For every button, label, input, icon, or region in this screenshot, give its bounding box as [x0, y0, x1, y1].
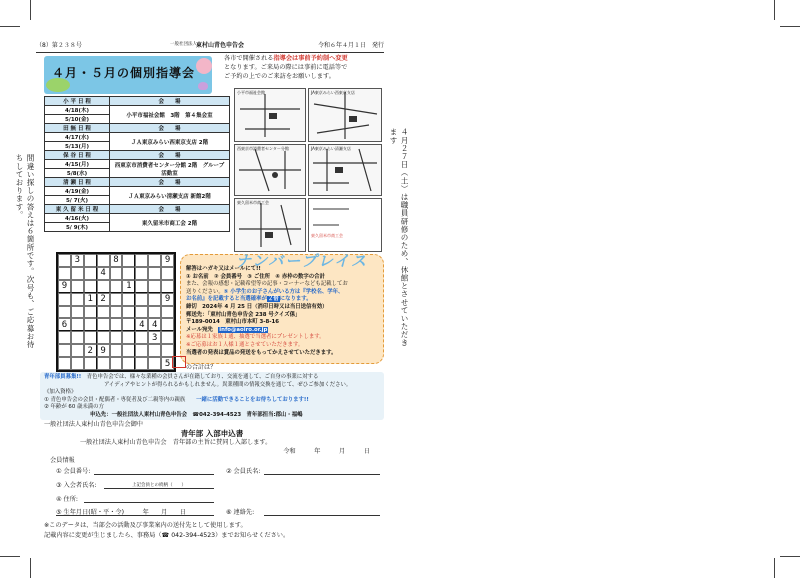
map-tanashi — [308, 88, 382, 142]
schedule-date: 4/17(水) — [45, 133, 110, 142]
sudoku-cell: 1 — [84, 293, 97, 306]
np-line3-highlight: ⑤ 小学生のお子さんがいる方は『学校名、学年、 — [223, 288, 344, 295]
org-type: 一般社団法人 — [170, 42, 197, 47]
sudoku-cell — [71, 331, 84, 344]
map-higashikurume — [234, 198, 306, 252]
youth-body1: 青色申告会では、様々な業種の会員さんが在籍しており、交流を通して、ご自身の事業に対する — [86, 374, 319, 380]
sudoku-cell — [71, 357, 84, 370]
schedule-date: 4/16(火) — [45, 214, 110, 223]
schedule-venue: 西東京市消費者センター分館 2階 グループ活動室 — [110, 160, 230, 178]
sudoku-cell — [161, 331, 174, 344]
sudoku-cell — [110, 331, 123, 344]
np-note1: ※応募は１家族１通、抽選で当選者にプレゼントします。 — [186, 334, 325, 341]
org-name: 東村山青色申告会 — [196, 42, 245, 49]
page-header — [36, 38, 384, 53]
form-section: 会員情報 — [50, 457, 75, 464]
crop-mark — [0, 26, 20, 27]
sudoku-cell — [71, 293, 84, 306]
page-title: ４月・５月の個別指導会 — [52, 66, 196, 80]
sudoku-cell: 9 — [58, 280, 71, 293]
form-to: 一般社団法人東村山青色申告会御中 — [44, 421, 143, 428]
sudoku-cell — [122, 254, 135, 267]
crop-mark — [780, 556, 800, 557]
sudoku-cell — [110, 344, 123, 357]
sudoku-cell: 3 — [71, 254, 84, 267]
sudoku-cell: 9 — [161, 293, 174, 306]
member-name-field[interactable] — [264, 474, 380, 475]
schedule-venue: 小平市福祉会館 3階 第４集会室 — [110, 106, 230, 124]
sudoku-cell — [122, 344, 135, 357]
schedule-date: 5/ 9(木) — [45, 223, 110, 232]
sudoku-cell — [97, 318, 110, 331]
application-form — [40, 420, 384, 465]
schedule-venue: 東久留米市商工会 2階 — [110, 214, 230, 232]
sudoku-cell — [58, 331, 71, 344]
np-deadline: 締切 2024年 4 月 25 日（消印日時又は当日送信有効） — [186, 303, 328, 310]
sudoku-cell: 9 — [161, 254, 174, 267]
venue-header: 会 場 — [110, 151, 230, 160]
sudoku-cell — [161, 280, 174, 293]
sudoku-cell — [161, 267, 174, 280]
schedule-date: 4/18(木) — [45, 106, 110, 115]
sudoku-cell — [135, 306, 148, 319]
sudoku-cell — [122, 267, 135, 280]
sudoku-cell: 6 — [58, 318, 71, 331]
sum-box — [172, 356, 186, 368]
sudoku-cell — [58, 344, 71, 357]
sudoku-cell — [161, 318, 174, 331]
sudoku-cell — [84, 254, 97, 267]
sudoku-cell: 1 — [122, 280, 135, 293]
sudoku-cell — [148, 254, 161, 267]
sudoku-cell — [110, 293, 123, 306]
sudoku-cell — [84, 357, 97, 370]
bird-icon — [198, 82, 208, 90]
crop-mark — [774, 0, 775, 20]
form-footnote1: ※このデータは、当部会の活動及び事業案内の送付先として使用します。 — [44, 522, 247, 529]
youth-join: 《加入資格》 — [44, 389, 77, 396]
youth-cond1: ① 青色申告会の会員・配偶者・専従者及び二親等内の親族 — [44, 396, 186, 403]
sudoku-cell: 4 — [148, 318, 161, 331]
field-member-no-label: ① 会員番号: — [56, 468, 91, 475]
schedule-group-label: 田 無 日 程 — [45, 124, 110, 133]
issue-date: 令和６年４月１日 発行 — [317, 42, 384, 49]
sudoku-cell: 4 — [97, 267, 110, 280]
venue-header: 会 場 — [110, 178, 230, 187]
sudoku-cell — [71, 280, 84, 293]
np-mail-label: メール宛先 — [186, 326, 213, 333]
sum-label: の合計は？ — [186, 364, 217, 371]
map-area — [232, 86, 384, 252]
map-label: 西東京市消費者センター分館 — [237, 146, 289, 151]
sudoku-cell — [58, 267, 71, 280]
sudoku-cell — [122, 318, 135, 331]
sudoku-cell: 2 — [84, 344, 97, 357]
sudoku-cell — [135, 293, 148, 306]
youth-title: 青年部員募集!! — [44, 374, 82, 380]
form-intro: 一般社団法人東村山青色申告会 青年部の主旨に賛同し入部します。 — [80, 439, 272, 446]
schedule-date: 4/19(金) — [45, 187, 110, 196]
sudoku-cell — [97, 254, 110, 267]
schedule-group-label: 小 平 日 程 — [45, 97, 110, 106]
sudoku-cell — [148, 267, 161, 280]
sudoku-grid — [56, 252, 176, 372]
map-label: JA東京みらい清瀬支店 — [311, 146, 351, 151]
youth-text — [44, 374, 380, 420]
form-footnote2: 記載内容に変更が生じましたら、事務局（☎ 042-394-4523）までお知らせください。 — [44, 532, 290, 539]
sudoku-cell — [71, 267, 84, 280]
map-label: 東久留米市商工会 — [237, 200, 269, 205]
youth-cond2: ② 年齢が 60 歳未満の方 — [44, 404, 104, 411]
field-address-label: ④ 住所: — [56, 496, 78, 503]
crop-mark — [774, 558, 775, 578]
sudoku-cell — [71, 306, 84, 319]
sudoku-cell — [71, 318, 84, 331]
youth-contact: 申込先：一般社団法人東村山青色申告会 ☎042-394-4523 青年部担当:郡山・福嶋 — [90, 411, 303, 418]
np-items: ① お名前 ② 会員番号 ③ ご住所 ④ 赤枠の数字の合計 — [186, 273, 325, 280]
map-label: 東久留米市商工会 — [311, 233, 343, 238]
sudoku-cell: 8 — [110, 254, 123, 267]
np-note2: ※ご応募はお１人様１通とさせていただきます。 — [186, 341, 304, 348]
sudoku-cell — [135, 357, 148, 370]
venue-header: 会 場 — [110, 205, 230, 214]
sudoku-cell — [97, 306, 110, 319]
contact-field[interactable] — [264, 515, 380, 516]
member-no-field[interactable] — [94, 474, 214, 475]
relation-label: 上記会員との続柄（ ） — [132, 483, 186, 488]
notice-line1: 各市で開催される — [224, 55, 274, 62]
sudoku-cell — [58, 357, 71, 370]
sudoku-cell — [84, 306, 97, 319]
schedule-table — [44, 96, 230, 232]
sudoku-cell: 4 — [135, 318, 148, 331]
form-date: 令和 年 月 日 — [283, 448, 370, 455]
sudoku-cell — [84, 318, 97, 331]
sudoku-cell: 3 — [148, 331, 161, 344]
sudoku-cell — [84, 280, 97, 293]
map-label: JA東京みらい西東京支店 — [311, 90, 355, 95]
np-address1: 郵送先：「東村山青色申告会 238 号クイズ係」 — [186, 311, 301, 318]
sudoku-cell — [110, 318, 123, 331]
side-note-right: ４月２７日（土）は職員研修のため、休館とさせていただきます — [389, 128, 409, 347]
sudoku-cell — [71, 344, 84, 357]
map-label: 小平市福祉会館 — [237, 90, 265, 95]
crop-mark — [0, 556, 20, 557]
sudoku-cell — [148, 293, 161, 306]
sudoku-cell — [97, 280, 110, 293]
blossom-icon — [196, 58, 212, 74]
np-announce: 当選者の発表は賞品の発送をもってかえさせていただきます。 — [186, 349, 337, 356]
side-note-left: 間違い探しの答えは６箇所です。次号も、ご応募お待ちしております。 — [15, 154, 35, 349]
np-line2: また、会報の感想・記載希望等の記事・コーナーなども記載してお — [186, 281, 348, 288]
numberplace-text — [186, 266, 380, 357]
sudoku-cell — [148, 357, 161, 370]
birthdate-field[interactable] — [56, 515, 214, 516]
sudoku-cell — [110, 267, 123, 280]
numberplace-title: ナンバープレイス — [236, 252, 368, 270]
sudoku-cell — [122, 331, 135, 344]
schedule-venue: ＪＡ東京みらい清瀬支店 新館2階 — [110, 187, 230, 205]
venue-header: 会 場 — [110, 97, 230, 106]
youth-slogan: 一緒に活動できることをお待ちしております!! — [196, 396, 309, 403]
field-contact-label: ⑥ 連絡先: — [226, 509, 255, 516]
applicant-name-field[interactable] — [104, 488, 214, 489]
sudoku-cell — [148, 306, 161, 319]
sudoku-cell — [110, 306, 123, 319]
notice-line3: ご予約の上でのご来訪をお願いします。 — [224, 73, 335, 80]
sudoku-cell — [58, 254, 71, 267]
sudoku-cell: 5 — [161, 357, 174, 370]
sudoku-cell — [135, 331, 148, 344]
np-line4-post: になります。 — [279, 296, 312, 303]
schedule-group-label: 清 瀬 日 程 — [45, 178, 110, 187]
crop-mark — [780, 26, 800, 27]
sudoku-cell: 2 — [97, 293, 110, 306]
sudoku-cell — [58, 306, 71, 319]
sudoku-cell — [122, 357, 135, 370]
sudoku-cell — [135, 344, 148, 357]
schedule-group-label: 東 久 留 米 日 程 — [45, 205, 110, 214]
sudoku-cell — [110, 280, 123, 293]
crop-mark — [30, 558, 31, 578]
sudoku-cell — [122, 306, 135, 319]
schedule-date: 4/15(月) — [45, 160, 110, 169]
notice-highlight: 指導会は事前予約制へ変更 — [273, 55, 348, 62]
sudoku-cell — [84, 267, 97, 280]
notice-line2: となります。ご来局の際には事前に電話等で — [224, 64, 348, 71]
field-birthdate-label: ⑤ 生年月日(昭・平・令) 年 月 日 — [56, 509, 186, 516]
issue-number: （8）第２３８号 — [36, 42, 82, 49]
sudoku-cell — [148, 280, 161, 293]
schedule-date: 5/8(水) — [45, 169, 110, 178]
np-double: ２倍 — [267, 296, 279, 303]
map-kiyose — [308, 144, 382, 196]
np-lead: 解答はハガキ又はメールにて!! — [186, 266, 261, 272]
sudoku-cell — [110, 357, 123, 370]
schedule-venue: ＪＡ東京みらい西東京支店 2階 — [110, 133, 230, 151]
sudoku-cell — [135, 254, 148, 267]
np-mail[interactable]: info@aoiro.or.jp — [219, 326, 268, 333]
schedule-date: 5/10(金) — [45, 115, 110, 124]
map-kodaira — [234, 88, 306, 142]
map-info — [308, 198, 382, 252]
sudoku-cell — [97, 331, 110, 344]
schedule-group-label: 保 谷 日 程 — [45, 151, 110, 160]
field-member-name-label: ② 会員氏名: — [226, 468, 261, 475]
sudoku-cell — [161, 306, 174, 319]
sudoku-cell — [84, 331, 97, 344]
sudoku-cell — [148, 344, 161, 357]
address-field[interactable] — [84, 502, 214, 503]
field-applicant-label: ③ 入会者氏名: — [56, 482, 97, 489]
np-address2: 〒189-0014 東村山市本町 3-8-16 — [186, 319, 279, 326]
venue-header: 会 場 — [110, 124, 230, 133]
youth-body2: アイディアやヒントが得られるかもしれません。異業種間の情報交換を通じて、ぜひご参加ください。 — [104, 381, 352, 388]
crop-mark — [30, 0, 31, 20]
map-hoya — [234, 144, 306, 196]
np-line3: 送りください。 — [186, 288, 224, 295]
sudoku-cell — [135, 280, 148, 293]
sudoku-cell — [135, 267, 148, 280]
schedule-date: 5/ 7(火) — [45, 196, 110, 205]
sudoku-cell: 9 — [97, 344, 110, 357]
form-title: 青年部 入部申込書 — [180, 429, 244, 438]
sudoku-cell — [122, 293, 135, 306]
notice-box — [224, 54, 380, 86]
np-line4: お名前』を記載すると当選確率が — [186, 296, 267, 303]
sudoku-cell — [58, 293, 71, 306]
sudoku-cell — [97, 357, 110, 370]
schedule-date: 5/13(月) — [45, 142, 110, 151]
